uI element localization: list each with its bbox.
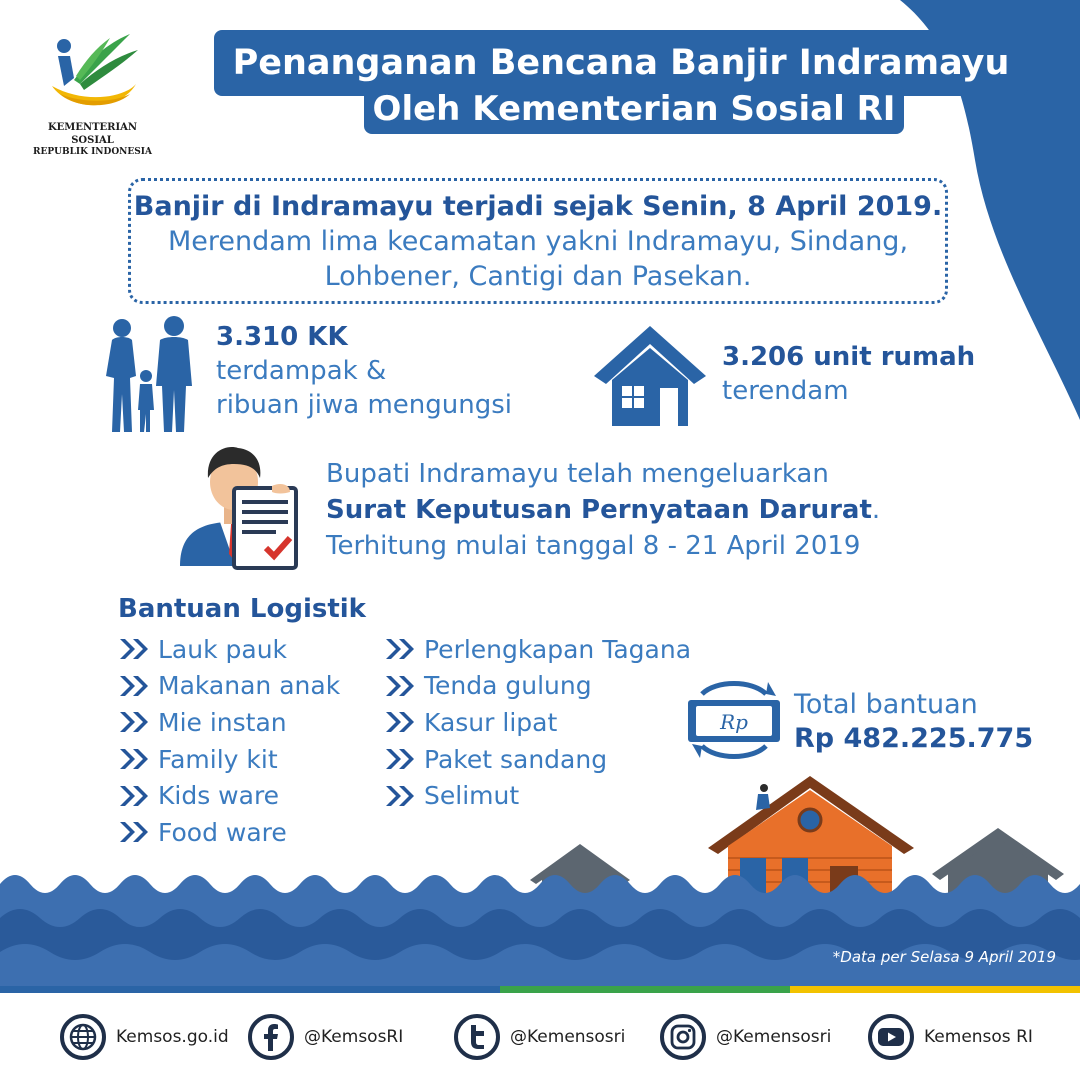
logistics-item xyxy=(118,632,340,666)
instagram-icon xyxy=(660,1014,706,1060)
title-line1: Penanganan Bencana Banjir Indramayu xyxy=(214,30,1028,96)
facebook-label: @KemsosRI xyxy=(304,1027,404,1047)
chevron-right-icon xyxy=(384,674,418,698)
logistics-item xyxy=(384,632,691,666)
currency-symbol: Rp xyxy=(720,710,748,734)
decree-line3: Terhitung mulai tanggal 8 - 21 April 2019 xyxy=(326,531,861,561)
logistics-item xyxy=(384,742,691,776)
intro-line3: Lohbener, Cantigi dan Pasekan. xyxy=(324,260,752,292)
footnote: *Data per Selasa 9 April 2019 xyxy=(832,948,1056,966)
logistics-item-label: Kasur lipat xyxy=(424,707,558,737)
footer-twitter[interactable] xyxy=(454,1014,625,1060)
families-line3: ribuan jiwa mengungsi xyxy=(216,390,513,420)
logistics-list-col1 xyxy=(118,632,340,849)
logistics-item xyxy=(118,669,340,703)
chevron-right-icon xyxy=(118,637,152,661)
instagram-label: @Kemensosri xyxy=(716,1027,832,1047)
logistics-list-col2 xyxy=(384,632,691,813)
youtube-icon xyxy=(868,1014,914,1060)
footer-youtube[interactable] xyxy=(868,1014,1033,1060)
house-icon xyxy=(590,322,710,428)
houses-value: 3.206 unit rumah xyxy=(722,342,976,372)
logo-line2: REPUBLIK INDONESIA xyxy=(33,147,152,157)
youtube-label: Kemensos RI xyxy=(924,1027,1033,1047)
logistics-item xyxy=(118,742,340,776)
logistics-item-label: Paket sandang xyxy=(424,744,608,774)
chevron-right-icon xyxy=(118,710,152,734)
logistics-item xyxy=(118,815,340,849)
houses-line2: terendam xyxy=(722,376,849,406)
twitter-icon xyxy=(454,1014,500,1060)
money-exchange-icon xyxy=(682,678,786,762)
chevron-right-icon xyxy=(118,674,152,698)
chevron-right-icon xyxy=(118,784,152,808)
logistics-item-label: Family kit xyxy=(158,744,278,774)
logistics-item-label: Makanan anak xyxy=(158,671,341,701)
chevron-right-icon xyxy=(118,820,152,844)
globe-icon xyxy=(60,1014,106,1060)
flood-waves xyxy=(0,866,1080,986)
intro-box xyxy=(128,178,948,304)
facebook-icon xyxy=(248,1014,294,1060)
families-line2: terdampak & xyxy=(216,356,387,386)
houses-stat xyxy=(722,340,975,408)
decree-line2: Surat Keputusan Pernyataan Darurat xyxy=(326,495,872,525)
website-label: Kemsos.go.id xyxy=(116,1027,229,1047)
chevron-right-icon xyxy=(384,710,418,734)
logistics-heading: Bantuan Logistik xyxy=(118,594,366,624)
footer-facebook[interactable] xyxy=(248,1014,403,1060)
decree-text xyxy=(326,456,880,564)
total-aid xyxy=(794,688,1033,756)
total-value: Rp 482.225.775 xyxy=(794,723,1034,754)
intro-line1: Banjir di Indramayu terjadi sejak Senin, 8 April 2019. xyxy=(133,190,943,222)
family-icon xyxy=(100,314,200,436)
strip-green xyxy=(500,986,790,993)
logistics-item xyxy=(384,705,691,739)
chevron-right-icon xyxy=(384,747,418,771)
footer-website[interactable] xyxy=(60,1014,229,1060)
logistics-item xyxy=(118,779,340,813)
logistics-item-label: Kids ware xyxy=(158,781,280,811)
logistics-item xyxy=(118,705,340,739)
strip-blue xyxy=(0,986,500,993)
footer-instagram[interactable] xyxy=(660,1014,831,1060)
logistics-item-label: Tenda gulung xyxy=(424,671,592,701)
logo-line1: KEMENTERIAN SOSIAL xyxy=(47,122,138,146)
logistics-item-label: Lauk pauk xyxy=(158,634,288,664)
logistics-item-label: Food ware xyxy=(158,817,287,847)
chevron-right-icon xyxy=(118,747,152,771)
logistics-item-label: Perlengkapan Tagana xyxy=(424,634,692,664)
families-stat xyxy=(216,320,512,422)
chevron-right-icon xyxy=(384,637,418,661)
logistics-item xyxy=(384,669,691,703)
intro-line2: Merendam lima kecamatan yakni Indramayu, Sindang, xyxy=(167,225,909,257)
families-value: 3.310 KK xyxy=(216,322,348,352)
logistics-item xyxy=(384,779,691,813)
ministry-logo xyxy=(30,28,155,157)
strip-yellow xyxy=(790,986,1080,993)
ministry-emblem-icon xyxy=(30,28,155,110)
total-label: Total bantuan xyxy=(794,689,978,720)
decree-line1: Bupati Indramayu telah mengeluarkan xyxy=(326,459,829,489)
official-document-icon xyxy=(176,442,302,570)
logistics-item-label: Mie instan xyxy=(158,707,287,737)
logistics-item-label: Selimut xyxy=(424,781,520,811)
title-line2: Oleh Kementerian Sosial RI xyxy=(364,84,904,134)
twitter-label: @Kemensosri xyxy=(510,1027,626,1047)
chevron-right-icon xyxy=(384,784,418,808)
decree-line2-suffix: . xyxy=(871,495,881,525)
